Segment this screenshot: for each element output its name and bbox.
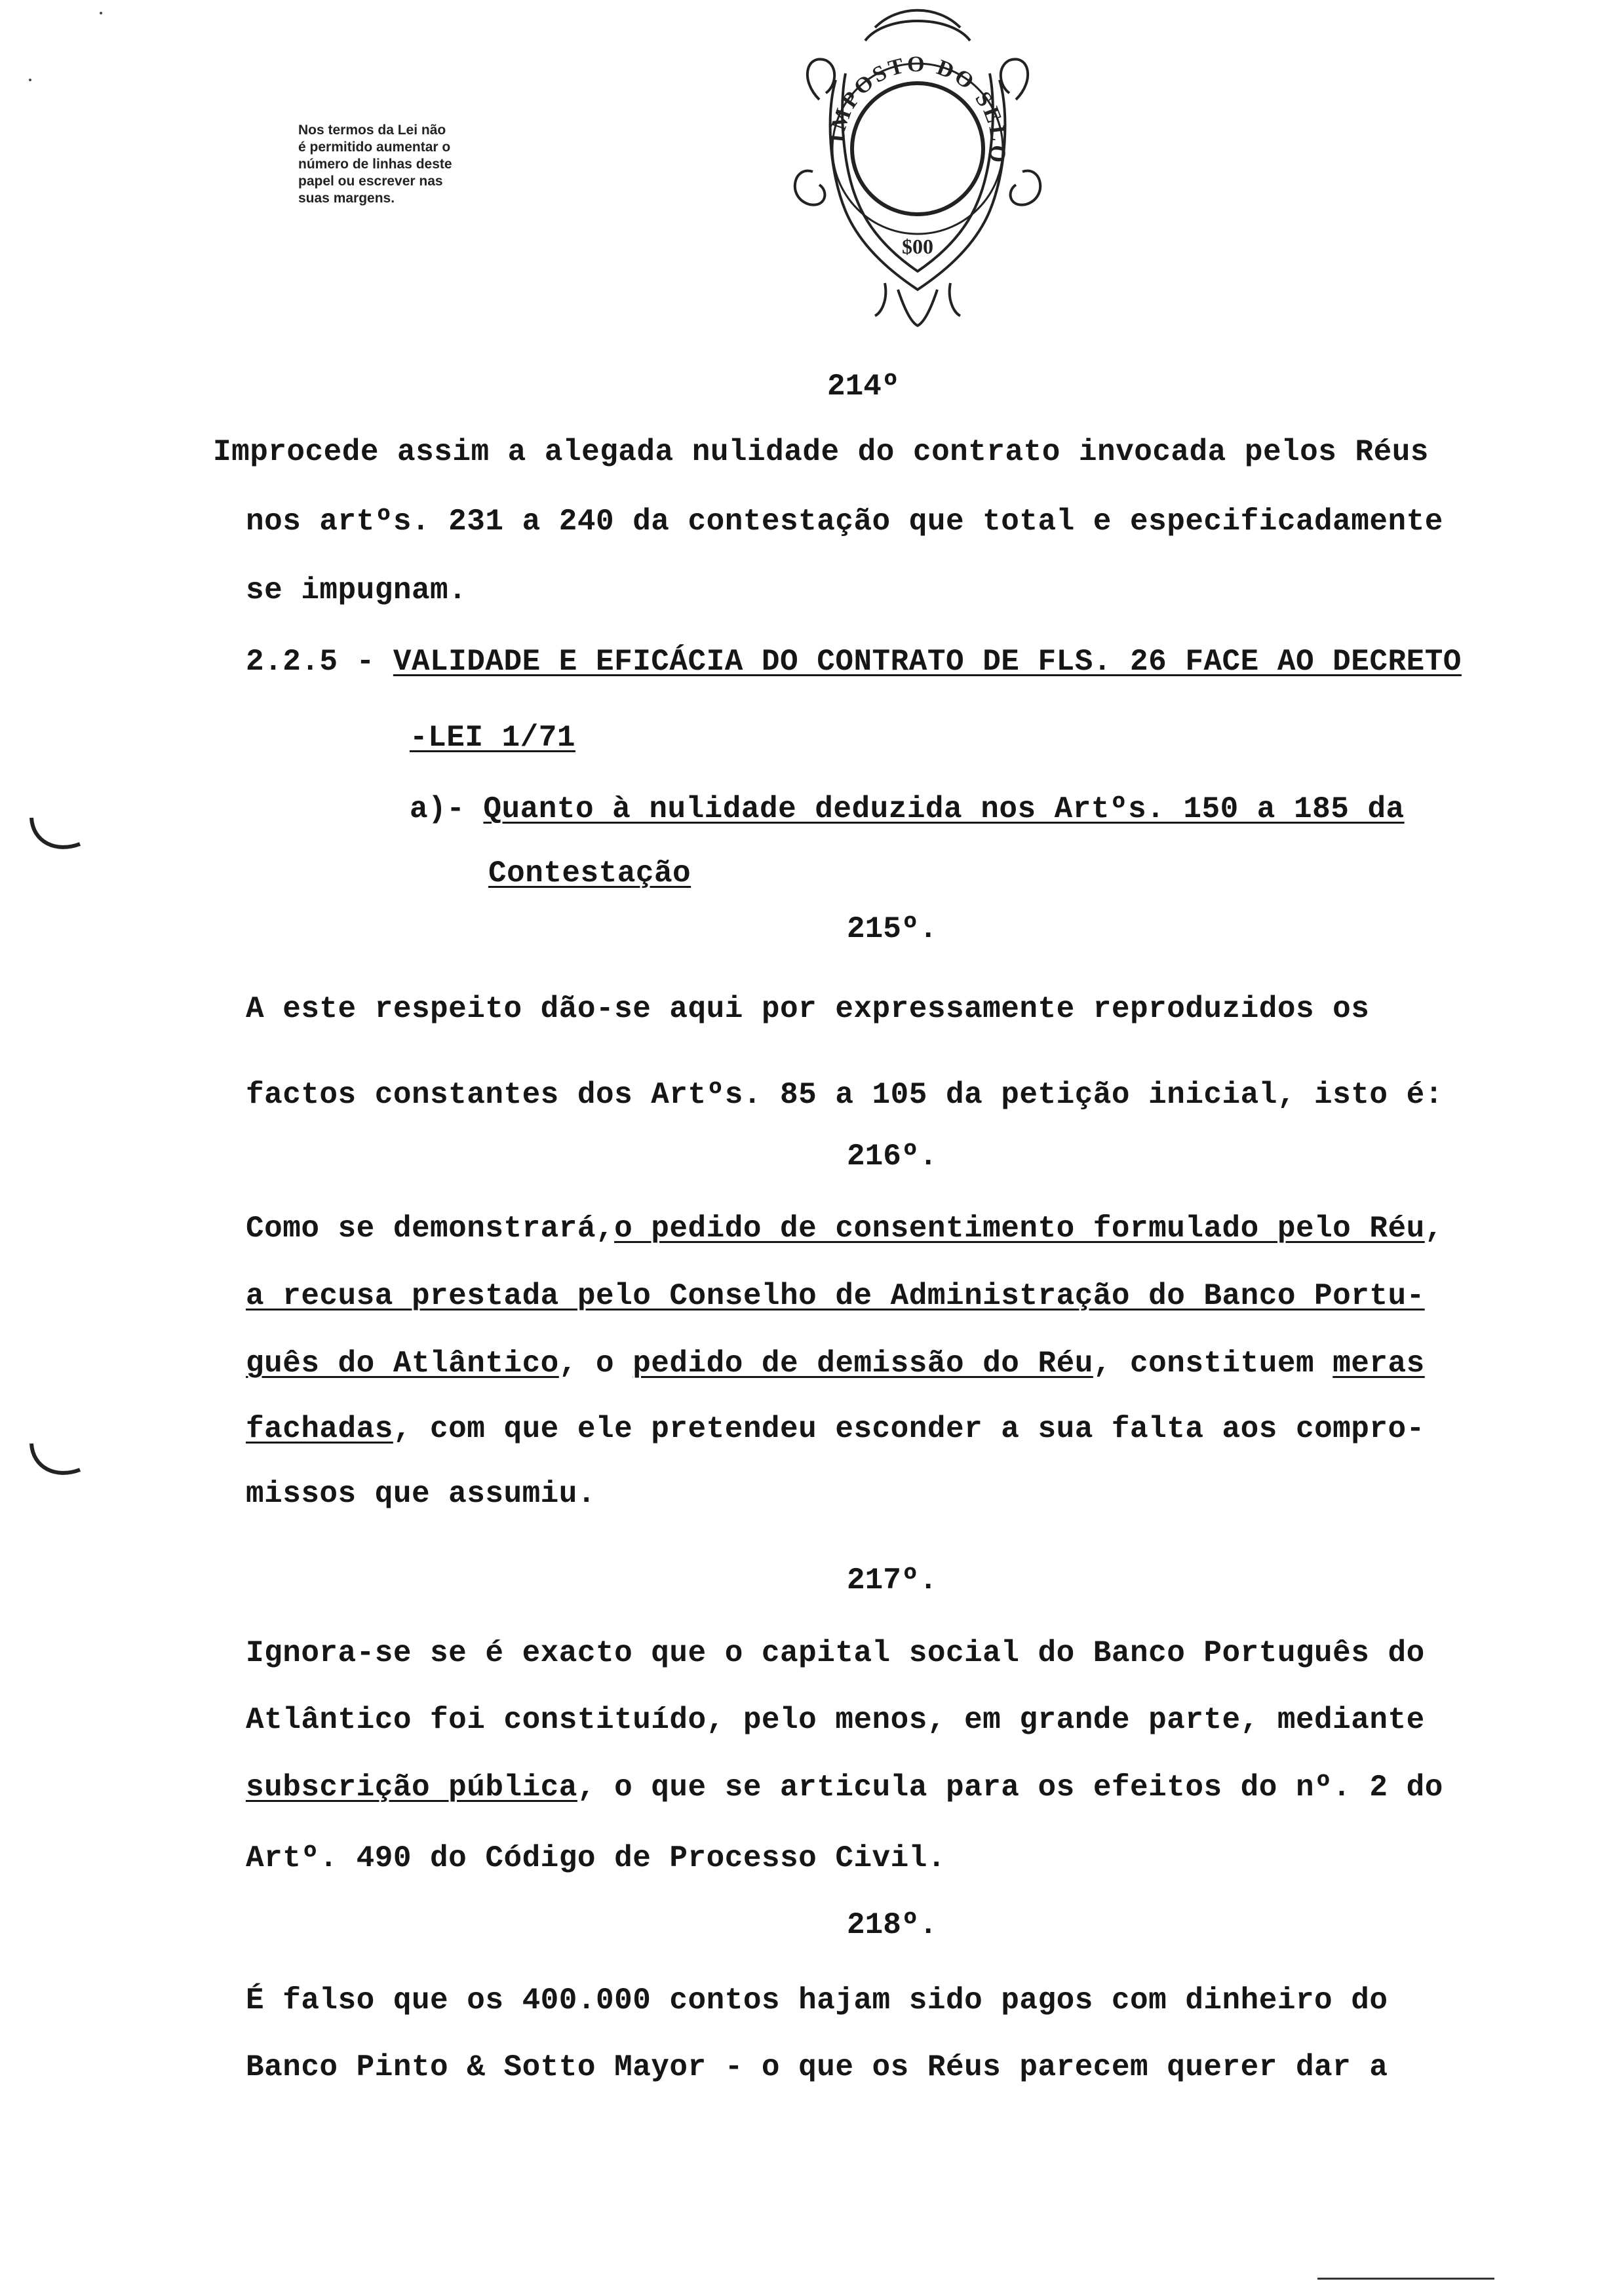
paragraph-line [246, 1769, 1443, 1806]
punch-hole-mark [26, 1438, 85, 1484]
paragraph-line [246, 1345, 1425, 1382]
subsection-heading-cont [488, 855, 691, 892]
text-run: , o [558, 1347, 633, 1381]
paragraph-line: Atlântico foi constituído, pelo menos, em grande parte, mediante [246, 1703, 1425, 1737]
stamp-text: IMPOSTO DO SELO [825, 52, 1011, 167]
paragraph-line: Ignora-se se é exacto que o capital social do Banco Português do [246, 1636, 1425, 1670]
article-number: 218º. [847, 1908, 938, 1942]
stamp-value: $00 [902, 235, 933, 258]
imposto-do-selo-stamp [747, 1, 1088, 329]
bottom-rule [1317, 2278, 1494, 2280]
text-run: Como se demonstrará, [246, 1212, 615, 1246]
underlined-text: guês do Atlântico [246, 1347, 559, 1381]
underlined-text: subscrição pública [246, 1770, 577, 1805]
paragraph-line: missos que assumiu. [246, 1477, 596, 1511]
subsection-label: a)- [410, 792, 484, 826]
paragraph-line [246, 1210, 1443, 1247]
punch-hole-mark [26, 813, 85, 858]
section-number: 2.2.5 - [246, 645, 393, 679]
text-run: , constituem [1093, 1347, 1333, 1381]
speck [29, 79, 31, 81]
subsection-title: Quanto à nulidade deduzida nos Artºs. 150 a 185 da [483, 792, 1405, 826]
notice-line: é permitido aumentar o [298, 140, 451, 155]
underlined-text: a recusa prestada pelo Conselho de Administração do Banco Portu- [246, 1279, 1425, 1313]
subsection-title-cont: Contestação [488, 856, 691, 890]
legal-notice [298, 122, 560, 207]
article-number: 214º [827, 370, 900, 404]
section-title-cont: -LEI 1/71 [410, 721, 575, 755]
underlined-text: o pedido de consentimento formulado pelo Réu [614, 1212, 1425, 1246]
section-title: VALIDADE E EFICÁCIA DO CONTRATO DE FLS. 26 FACE AO DECRETO [393, 645, 1462, 679]
paragraph-line: É falso que os 400.000 contos hajam sido pagos com dinheiro do [246, 1983, 1388, 2018]
paragraph-line: Banco Pinto & Sotto Mayor - o que os Réus parecem querer dar a [246, 2050, 1388, 2084]
text-run: , [1424, 1212, 1443, 1246]
underlined-text: pedido de demissão do Réu [632, 1347, 1093, 1381]
paragraph-line: nos artºs. 231 a 240 da contestação que total e especificadamente [246, 505, 1443, 539]
paragraph-line: Artº. 490 do Código de Processo Civil. [246, 1841, 946, 1875]
notice-line: papel ou escrever nas [298, 174, 443, 189]
text-run: , o que se articula para os efeitos do nº. 2 do [577, 1770, 1443, 1805]
paragraph-line [246, 1278, 1425, 1314]
paragraph-line [246, 1411, 1425, 1447]
text-run: , com que ele pretendeu esconder a sua falta aos compro- [393, 1412, 1425, 1446]
article-number: 217º. [847, 1563, 938, 1598]
paragraph-line: Improcede assim a alegada nulidade do contrato invocada pelos Réus [213, 435, 1429, 469]
paragraph-line: A este respeito dão-se aqui por expressamente reproduzidos os [246, 992, 1370, 1026]
underlined-text: meras [1333, 1347, 1425, 1381]
paragraph-line: factos constantes dos Artºs. 85 a 105 da petição inicial, isto é: [246, 1078, 1443, 1112]
section-heading-cont [410, 719, 575, 756]
article-number: 216º. [847, 1139, 938, 1174]
notice-line: suas margens. [298, 191, 395, 206]
section-heading [246, 643, 1462, 680]
notice-line: número de linhas deste [298, 157, 452, 172]
paragraph-line: se impugnam. [246, 573, 467, 607]
notice-line: Nos termos da Lei não [298, 123, 446, 138]
subsection-heading [410, 791, 1405, 828]
underlined-text: fachadas [246, 1412, 393, 1446]
speck [100, 12, 102, 14]
article-number: 215º. [847, 912, 938, 946]
